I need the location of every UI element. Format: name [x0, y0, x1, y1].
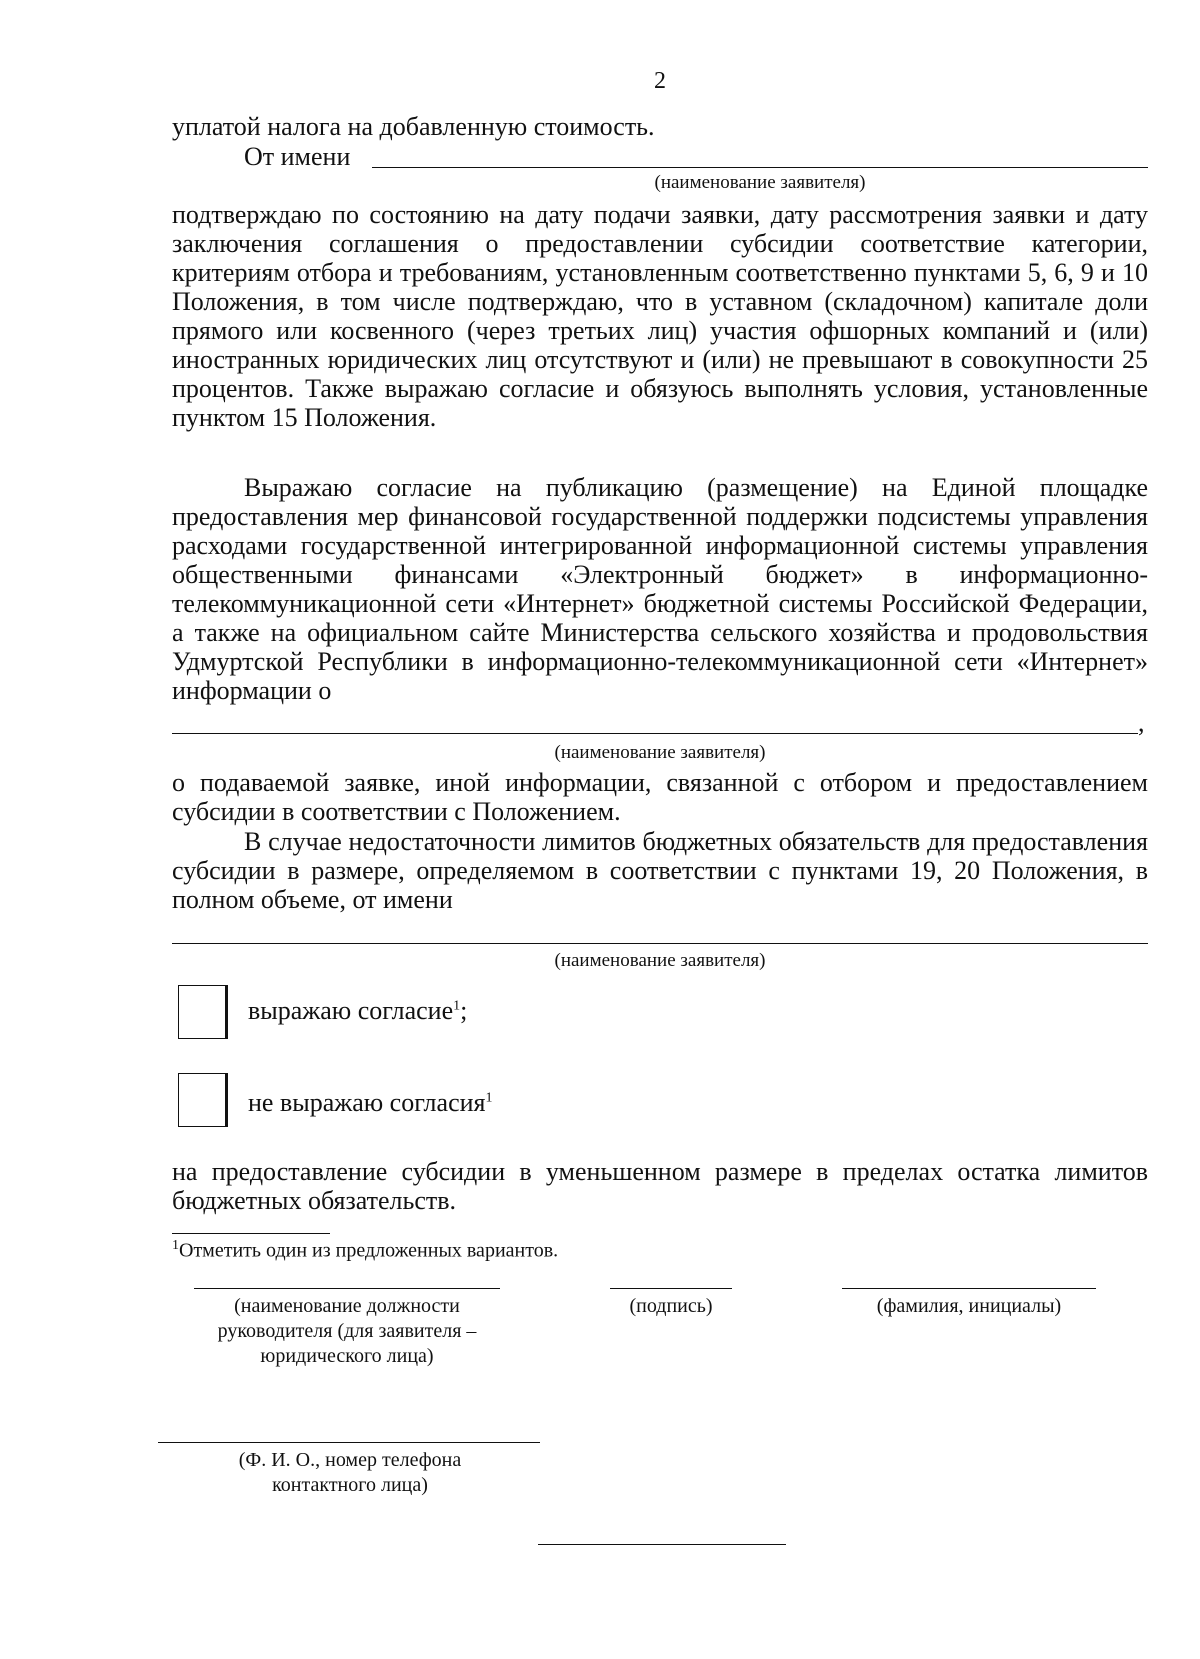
- footnote-text: Отметить один из предложенных вариантов.: [179, 1239, 559, 1262]
- disagree-label: не выражаю согласия: [248, 1088, 486, 1117]
- vat-text: уплатой налога на добавленную стоимость.: [172, 112, 655, 141]
- signature-field[interactable]: [610, 1288, 732, 1289]
- from-name-label: От имени: [244, 142, 351, 171]
- disagree-checkbox[interactable]: [178, 1073, 228, 1127]
- insufficient-paragraph: [172, 827, 1148, 914]
- agree-checkbox[interactable]: [178, 985, 228, 1039]
- name-initials-caption: (фамилия, инициалы): [876, 1295, 1062, 1317]
- publication-text: Выражаю согласие на публикацию (размещение) на Единой площадке предоставления мер финансовой государственной поддержки подсистемы управления расходами государственной интегрированной информационной системы управления общественными финансами «Электронный бюджет» в информационно-телекоммуникационной сети «Интернет» бюджетной системы Российской Федерации, а также на официальном сайте Министерства сельского хозяйства и продовольствия Удмуртской Республики в информационно-телекоммуникационной сети «Интернет» информации о: [172, 473, 1148, 705]
- footnote-ref-1: 1: [453, 998, 461, 1014]
- about-paragraph: [172, 768, 1148, 826]
- applicant-caption-3: (наименование заявителя): [554, 950, 766, 971]
- signature-caption: (подпись): [629, 1295, 713, 1317]
- applicant-name-field-3[interactable]: [172, 943, 1148, 944]
- position-field[interactable]: [194, 1288, 500, 1289]
- contact-field[interactable]: [158, 1442, 540, 1443]
- agree-suffix: ;: [460, 996, 468, 1025]
- insufficient-text: В случае недостаточности лимитов бюджетных обязательств для предоставления субсидии в размере, определяемом в соответствии с пунктами 19, 20 Положения, в полном объеме, от имени: [172, 827, 1148, 914]
- agree-option: [248, 996, 467, 1026]
- footnote: [172, 1238, 558, 1263]
- reduced-paragraph: [172, 1157, 1148, 1215]
- applicant-caption-2: (наименование заявителя): [554, 742, 766, 763]
- page-number: 2: [654, 68, 666, 94]
- confirm-text: подтверждаю по состоянию на дату подачи заявки, дату рассмотрения заявки и дату заключения соглашения о предоставлении субсидии соответствие категории, критериям отбора и требованиям, установленным соответственно пунктами 5, 6, 9 и 10 Положения, в том числе подтверждаю, что в уставном (складочном) капитале доли прямого или косвенного (через третьих лиц) участия офшорных компаний и (или) иностранных юридических лиц отсутствуют и (или) не превышают в совокупности 25 процентов. Также выражаю согласие и обязуюсь выполнять условия, установленные пунктом 15 Положения.: [172, 200, 1148, 432]
- comma: ,: [1138, 708, 1145, 737]
- position-caption: (наименование должности руководителя (для заявителя – юридического лица): [217, 1295, 477, 1367]
- footnote-mark: 1: [172, 1238, 179, 1253]
- end-separator: [538, 1544, 786, 1545]
- contact-caption: (Ф. И. О., номер телефона контактного лица): [238, 1449, 462, 1496]
- agree-label: выражаю согласие: [248, 996, 454, 1025]
- name-initials-field[interactable]: [842, 1288, 1096, 1289]
- applicant-caption-1: (наименование заявителя): [654, 172, 866, 193]
- about-text: о подаваемой заявке, иной информации, связанной с отбором и предоставлением субсидии в соответствии с Положением.: [172, 768, 1148, 826]
- reduced-text: на предоставление субсидии в уменьшенном размере в пределах остатка лимитов бюджетных обязательств.: [172, 1157, 1148, 1215]
- disagree-option: [248, 1088, 492, 1118]
- footnote-separator: [172, 1233, 330, 1234]
- applicant-name-field-2[interactable]: [172, 733, 1138, 734]
- publication-paragraph: [172, 473, 1148, 705]
- confirm-paragraph: [172, 200, 1148, 432]
- applicant-name-field-1[interactable]: [372, 167, 1148, 168]
- vat-line: [172, 112, 1148, 141]
- footnote-ref-2: 1: [485, 1090, 493, 1106]
